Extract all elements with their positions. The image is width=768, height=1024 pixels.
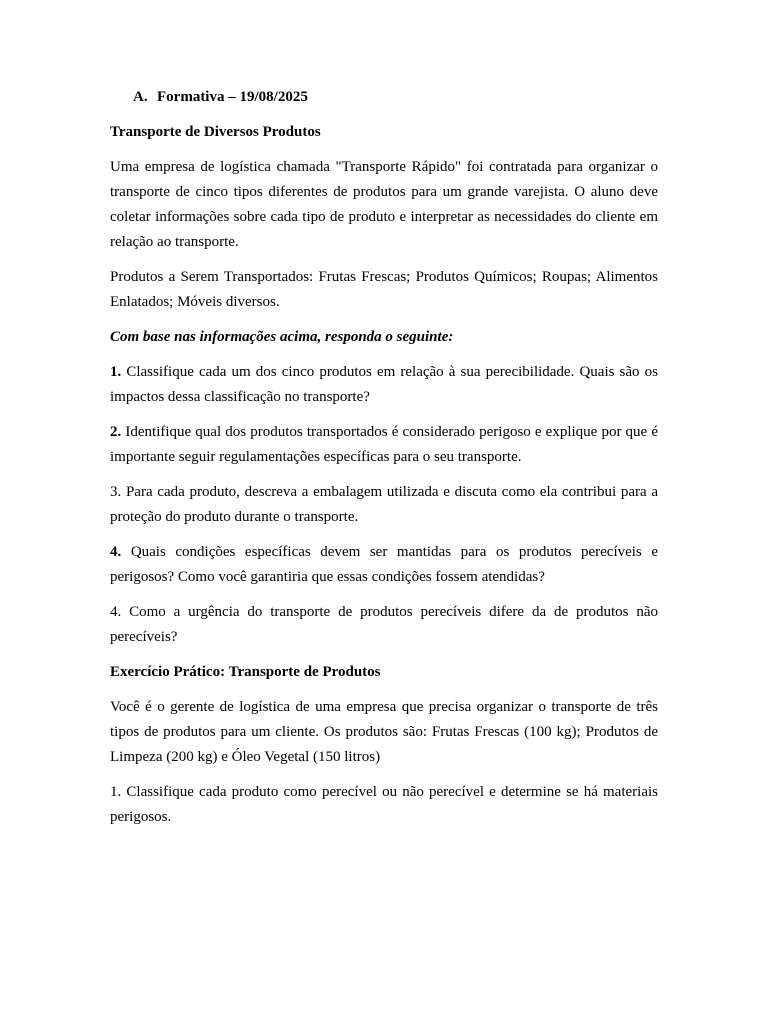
question-2 [110, 420, 658, 470]
document-body [110, 85, 658, 840]
question-4 [110, 540, 658, 590]
question-text: Identifique qual dos produtos transportados é considerado perigoso e explique por que é importante seguir regulamentações específicas para o seu transporte. [110, 424, 658, 465]
products-paragraph: Produtos a Serem Transportados: Frutas Frescas; Produtos Químicos; Roupas; Alimentos Enlatados; Móveis diversos. [110, 269, 658, 310]
question-number: 1. [110, 364, 122, 380]
exercise-intro-paragraph: Você é o gerente de logística de uma empresa que precisa organizar o transporte de três tipos de produtos para um cliente. Os produtos são: Frutas Frescas (100 kg); Produtos de Limpeza (200 kg) e Óleo Vegetal (150 litros) [110, 699, 658, 765]
section-title: Formativa – 19/08/2025 [157, 89, 308, 105]
question-number: 4. [110, 604, 122, 620]
intro-paragraph: Uma empresa de logística chamada "Transporte Rápido" foi contratada para organizar o transporte de cinco tipos diferentes de produtos para um grande varejista. O aluno deve coletar informações sobre cada tipo de produto e interpretar as necessidades do cliente em relação ao transporte. [110, 159, 658, 250]
exercise-question-1: 1. Classifique cada produto como perecível ou não perecível e determine se há materiais perigosos. [110, 784, 658, 825]
question-number: 3. [110, 484, 122, 500]
section-heading [110, 85, 658, 110]
section-number: A. [133, 89, 148, 105]
question-5 [110, 600, 658, 650]
question-number: 2. [110, 424, 122, 440]
question-3 [110, 480, 658, 530]
question-text: Como a urgência do transporte de produtos perecíveis difere da de produtos não perecíveis? [110, 604, 658, 645]
title-transporte-diversos: Transporte de Diversos Produtos [110, 124, 321, 140]
question-1 [110, 360, 658, 410]
title-exercicio-pratico: Exercício Prático: Transporte de Produtos [110, 664, 381, 680]
question-text: Classifique cada um dos cinco produtos em relação à sua perecibilidade. Quais são os impactos dessa classificação no transporte? [110, 364, 658, 405]
question-text: Quais condições específicas devem ser mantidas para os produtos perecíveis e perigosos? Como você garantiria que essas condições fossem atendidas? [110, 544, 658, 585]
question-text: Para cada produto, descreva a embalagem utilizada e discuta como ela contribui para a proteção do produto durante o transporte. [110, 484, 658, 525]
question-number: 4. [110, 544, 122, 560]
prompt-heading: Com base nas informações acima, responda o seguinte: [110, 329, 454, 345]
